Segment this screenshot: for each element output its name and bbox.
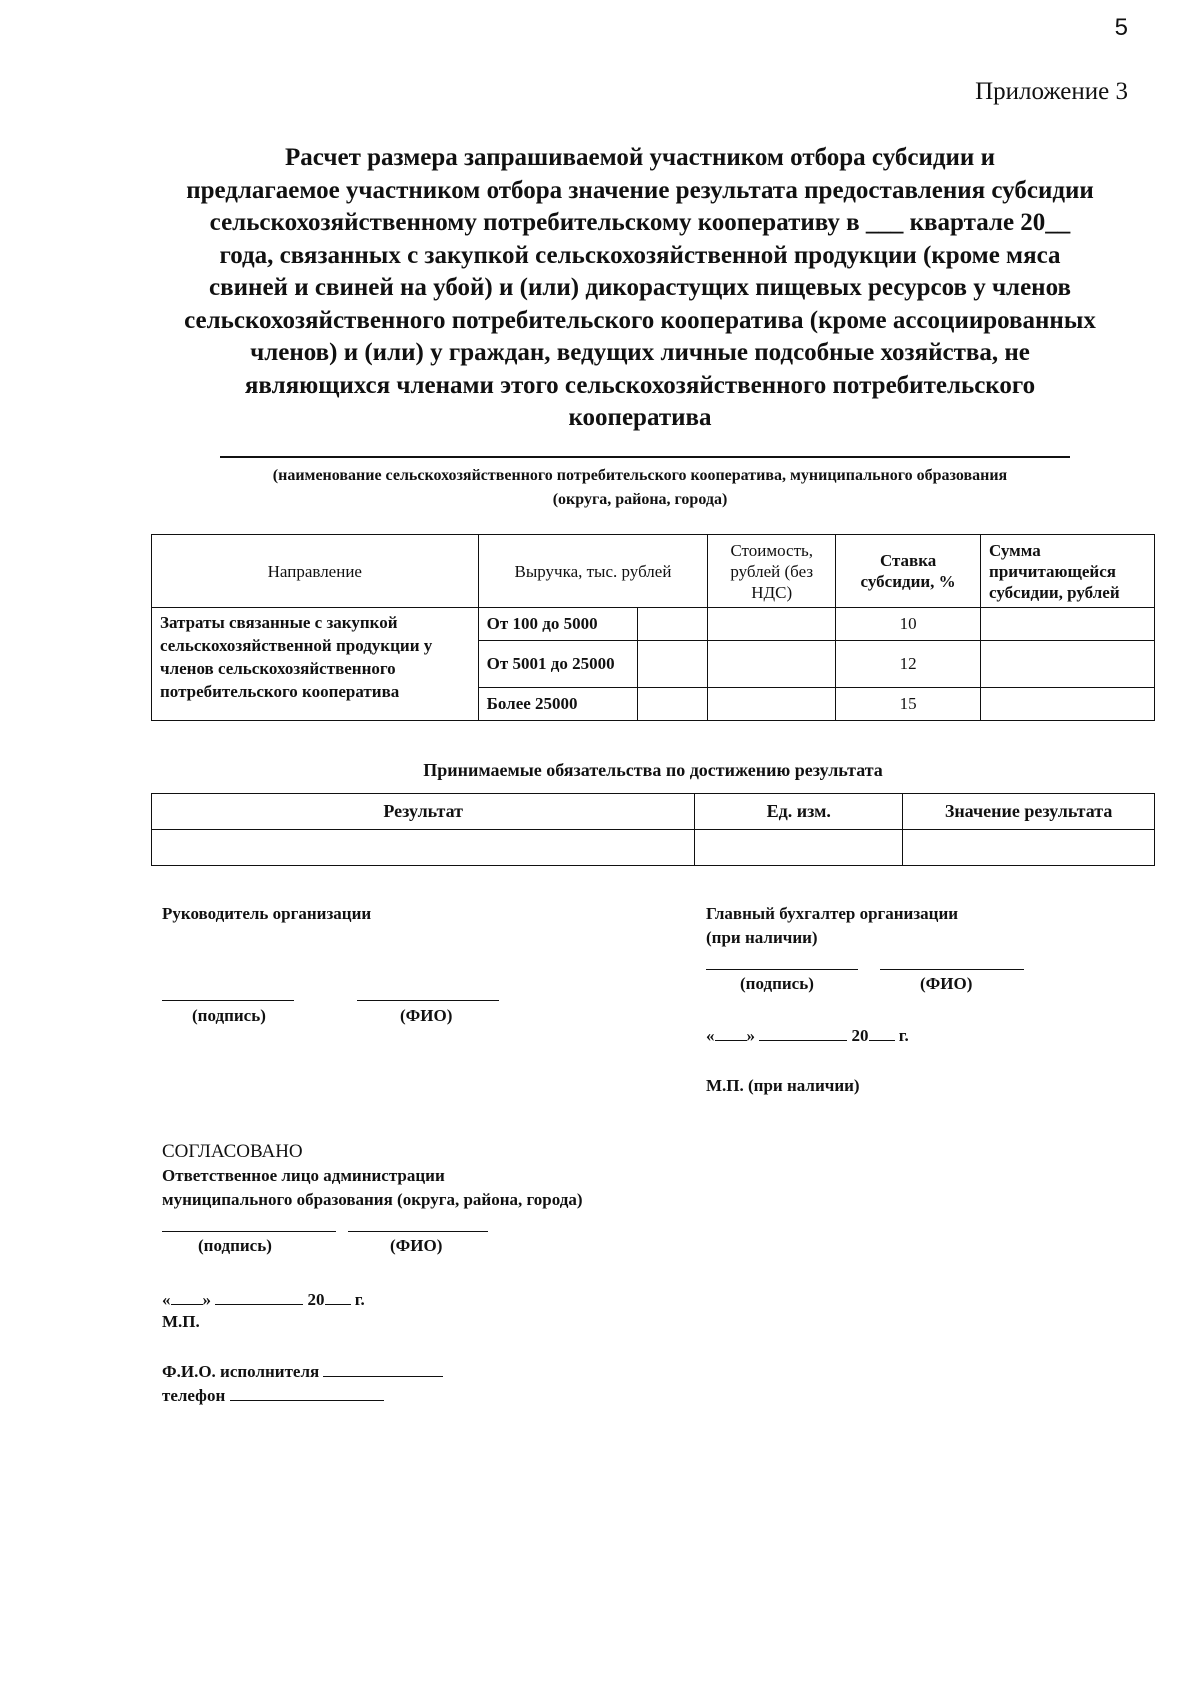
agreed-line-1: Ответственное лицо администрации <box>162 1166 445 1185</box>
organization-name-field[interactable] <box>220 456 1070 458</box>
date-close-quote: » <box>202 1290 211 1309</box>
agreed-date-field <box>162 1288 365 1310</box>
header-revenue: Выручка, тыс. рублей <box>478 535 708 608</box>
document-title <box>140 142 1140 435</box>
agreed-signature-line[interactable] <box>162 1231 336 1232</box>
obligations-table <box>151 793 1155 866</box>
accountant-date-field <box>706 1024 909 1046</box>
accountant-signature-caption: (подпись) <box>740 974 814 993</box>
table-header-row <box>152 535 1155 608</box>
date-close-quote: » <box>746 1026 755 1045</box>
unit-cell[interactable] <box>695 830 903 866</box>
header-sum: Сумма причитающейся субсидии, рублей <box>981 535 1155 608</box>
agreed-fio-line[interactable] <box>348 1231 488 1232</box>
rate-cell: 12 <box>836 641 981 688</box>
cost-cell[interactable] <box>708 608 836 641</box>
revenue-range-cell: От 100 до 5000 <box>478 608 638 641</box>
cost-cell[interactable] <box>708 688 836 721</box>
date-year-prefix: 20 <box>307 1290 325 1309</box>
result-cell[interactable] <box>152 830 695 866</box>
revenue-value-cell[interactable] <box>638 641 708 688</box>
header-result: Результат <box>152 794 695 830</box>
accountant-signature-line[interactable] <box>706 969 858 970</box>
sum-cell[interactable] <box>981 688 1155 721</box>
head-fio-caption: (ФИО) <box>400 1006 453 1025</box>
header-unit: Ед. изм. <box>695 794 903 830</box>
agreed-line-2: муниципального образования (округа, района, города) <box>162 1190 583 1209</box>
executor-label: Ф.И.О. исполнителя <box>162 1362 320 1381</box>
head-signature-line[interactable] <box>162 1000 294 1001</box>
rate-cell: 10 <box>836 608 981 641</box>
direction-cell: Затраты связанные с закупкой сельскохозяйственной продукции у членов сельскохозяйственного потребительского кооператива <box>152 608 479 721</box>
rate-cell: 15 <box>836 688 981 721</box>
title-line: кооператива <box>568 404 712 431</box>
title-line: членов) и (или) у граждан, ведущих личные подсобные хозяйства, не <box>250 339 1030 366</box>
head-signature-caption: (подпись) <box>192 1006 266 1025</box>
table-row <box>152 608 1155 641</box>
accountant-fio-caption: (ФИО) <box>920 974 973 993</box>
page-number: 5 <box>1114 14 1128 41</box>
chief-accountant-line-2: (при наличии) <box>706 928 818 947</box>
title-line: сельскохозяйственному потребительскому кооперативу в ___ квартале 20__ <box>209 209 1071 236</box>
value-cell[interactable] <box>903 830 1155 866</box>
title-line: сельскохозяйственного потребительского кооператива (кроме ассоциированных <box>184 306 1096 334</box>
date-year-blank[interactable] <box>325 1288 351 1305</box>
header-direction: Направление <box>152 535 479 608</box>
title-line: являющихся членами этого сельскохозяйственного потребительского <box>244 371 1036 399</box>
executor-blank[interactable] <box>323 1360 443 1377</box>
date-open-quote: « <box>162 1290 171 1309</box>
date-year-prefix: 20 <box>851 1026 869 1045</box>
organization-name-caption <box>200 464 1080 512</box>
table-header-row <box>152 794 1155 830</box>
agreed-fio-caption: (ФИО) <box>390 1236 443 1255</box>
date-year-blank[interactable] <box>869 1024 895 1041</box>
title-line: года, связанных с закупкой сельскохозяйственной продукции (кроме мяса <box>219 241 1061 269</box>
revenue-range-cell: От 5001 до 25000 <box>478 641 638 688</box>
date-suffix: г. <box>898 1026 909 1045</box>
appendix-label: Приложение 3 <box>975 78 1128 105</box>
date-open-quote: « <box>706 1026 715 1045</box>
revenue-value-cell[interactable] <box>638 608 708 641</box>
stamp-optional-label: М.П. (при наличии) <box>706 1076 860 1095</box>
header-cost: Стоимость, рублей (без НДС) <box>708 535 836 608</box>
date-month-blank[interactable] <box>215 1288 303 1305</box>
date-suffix: г. <box>354 1290 365 1309</box>
caption-line-2: (округа, района, города) <box>552 491 728 508</box>
chief-accountant-label <box>706 902 958 950</box>
header-value: Значение результата <box>903 794 1155 830</box>
head-of-organization-label: Руководитель организации <box>162 904 372 923</box>
agreed-block <box>162 1140 583 1212</box>
title-line: предлагаемое участником отбора значение результата предоставления субсидии <box>186 176 1094 204</box>
chief-accountant-line-1: Главный бухгалтер организации <box>706 904 959 923</box>
revenue-value-cell[interactable] <box>638 688 708 721</box>
subsidy-table <box>151 534 1155 721</box>
caption-line-1: (наименование сельскохозяйственного потребительского кооператива, муниципального образования <box>272 467 1008 484</box>
table-row <box>152 830 1155 866</box>
date-day-blank[interactable] <box>171 1288 203 1305</box>
title-line: Расчет размера запрашиваемой участником отбора субсидии и <box>285 144 995 171</box>
agreed-signature-caption: (подпись) <box>198 1236 272 1255</box>
title-line: свиней и свиней на убой) и (или) дикорастущих пищевых ресурсов у членов <box>209 274 1071 301</box>
cost-cell[interactable] <box>708 641 836 688</box>
executor-field <box>162 1360 443 1382</box>
head-fio-line[interactable] <box>357 1000 499 1001</box>
obligations-title: Принимаемые обязательства по достижению результата <box>423 760 883 780</box>
date-month-blank[interactable] <box>759 1024 847 1041</box>
revenue-range-cell: Более 25000 <box>478 688 638 721</box>
phone-label: телефон <box>162 1386 226 1405</box>
date-day-blank[interactable] <box>715 1024 747 1041</box>
agreed-title: СОГЛАСОВАНО <box>162 1141 303 1162</box>
phone-field <box>162 1384 384 1406</box>
sum-cell[interactable] <box>981 641 1155 688</box>
phone-blank[interactable] <box>230 1384 384 1401</box>
sum-cell[interactable] <box>981 608 1155 641</box>
accountant-fio-line[interactable] <box>880 969 1024 970</box>
header-rate: Ставка субсидии, % <box>836 535 981 608</box>
agreed-stamp-label: М.П. <box>162 1312 200 1331</box>
